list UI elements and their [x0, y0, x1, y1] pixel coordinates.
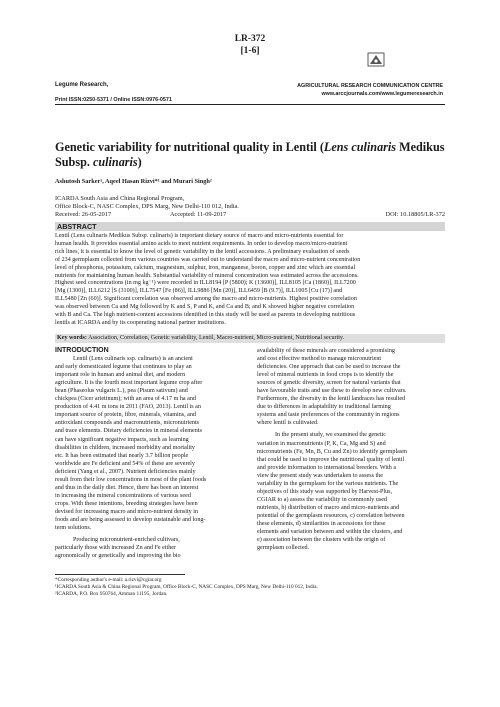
footnote-affiliation-1: ¹ICARDA South Asia & China Regional Program, Office Block-C, NASC Complex, DPS Marg, New Delhi-110 012, India.	[55, 584, 318, 590]
abstract-line: level of phosphorus, potassium, calcium, magnesium, sulphur, iron, manganese, boron, copper and zinc which are essential	[55, 264, 356, 271]
body-text-line: micronutrients (Fe, Mn, B, Cu and Zn) to identify germplasm	[257, 448, 407, 455]
body-text-line: potential of the germplasm resources, c) correlation between	[257, 512, 405, 519]
publisher-name: AGRICULTURAL RESEARCH COMMUNICATION CENTRE	[297, 83, 443, 89]
body-text-line: bean (Phaseolus vulgaris L.), pea (Pisum sativum) and	[55, 388, 188, 395]
body-text-line: particularly those with increased Zn and Fe either	[55, 545, 176, 552]
affiliation-line-2: Office Block-C, NASC Complex, DPS Marg, New Delhi-110 012, India.	[55, 203, 239, 210]
intro-left-lines	[55, 355, 238, 560]
body-text-line: deficiencies. One approach that can be used to increase the	[257, 364, 401, 371]
body-text-line: and trace elements. Dietary deficiencies in mineral elements	[55, 428, 202, 435]
received-date: Received: 26-05-2017	[55, 211, 112, 218]
body-text-line: in increasing the mineral concentrations of various seed	[55, 492, 191, 499]
abstract-line: nutrients for maintaining human health. Substantial variability of mineral concentration was estimated across the accessions.	[55, 272, 359, 279]
body-text-line: etc. It has been estimated that nearly 3.7 billion people	[55, 452, 189, 459]
body-text-line: agronomically or genetically and improving the bio	[55, 553, 181, 560]
body-text-line: antioxidant compounds and macronutrients, micronutrients	[55, 420, 200, 427]
footnote-corresponding: *Corresponding author's e-mail: a.rizvi@cgiar.org	[55, 577, 162, 583]
intro-right-lines	[257, 347, 445, 552]
body-text-line: result from their low concentrations in most of the plant foods	[55, 476, 207, 483]
body-text-line: Furthermore, the diversity in the lentil landraces has resulted	[257, 396, 406, 403]
journal-name: Legume Research,	[55, 82, 109, 88]
body-text-line: that could be used to improve the nutritional quality of lentil	[257, 456, 405, 463]
page-range: [1-6]	[240, 46, 260, 56]
publisher-websites[interactable]: www.arccjournals.com/www.legumeresearch.in	[321, 91, 443, 97]
body-text-line: In the present study, we examined the genetic	[275, 432, 386, 439]
intro-right-column	[257, 347, 445, 552]
affiliation-line-1: ICARDA South Asia and China Regional Program,	[55, 195, 185, 202]
abstract-heading-bar	[55, 222, 445, 231]
arcc-logo-icon	[367, 52, 385, 67]
abstract-heading: ABSTRACT	[57, 222, 97, 231]
keywords-label: Key words:	[57, 335, 87, 341]
body-text-line: term solutions.	[55, 525, 92, 532]
abstract-line: Lentil (Lens culinaris Medikus Subsp. culinaris) is important dietary source of macro and micro-nutrients essential for	[55, 233, 344, 239]
abstract-line: with B and Ca. The high nutrient-content accessions identified in this study will be used as parents in developing nutritious	[55, 312, 356, 319]
body-text-line: and thus in the daily diet. Hence, there has been an interest	[55, 484, 199, 491]
body-text-line: important source of protein, fibre, minerals, vitamins, and	[55, 412, 196, 419]
body-text-line: deficient (Yang et al., 2007). Nutrient deficiencies mainly	[55, 468, 196, 475]
intro-heading: INTRODUCTION	[55, 347, 109, 354]
accepted-date: Accepted: 11-09-2017	[170, 211, 227, 218]
body-text-line: crops. With these intentions, breeding strategies have been	[55, 500, 198, 507]
article-id: LR-372	[234, 34, 266, 44]
body-text-line: due to differences in adaptability to traditional farming	[257, 404, 391, 411]
body-text-line: agriculture. It is the fourth most important legume crop after	[55, 380, 203, 387]
body-text-line: CGIAR to a) assess the variability in commonly used	[257, 496, 387, 503]
body-text-line: variation in macronutrients (P, K, Ca, Mg and S) and	[257, 440, 386, 447]
body-text-line: view the present study was undertaken to assess the	[257, 472, 383, 479]
body-text-line: sources of genetic diversity, screen for natural variants that	[257, 380, 401, 387]
intro-left-column	[55, 347, 238, 560]
body-text-line: devised for increasing macro and micro-nutrient density in	[55, 508, 198, 515]
body-text-line: e) association between the clusters with the origin of	[257, 537, 386, 544]
issn: Print ISSN:0250-5371 / Online ISSN:0976-0571	[55, 97, 172, 103]
body-text-line: Producing micronutrient-enriched cultivars,	[73, 537, 180, 544]
body-text-line: and cost effective method to manage micronutrient	[257, 356, 382, 363]
body-text-line: these elements, d) similarities in accessions for these	[257, 520, 386, 527]
header-divider	[55, 104, 445, 105]
abstract-line: human health. It provides essential amino acids to meet nutrient requirements. In order to develop macro/micro-nutrient	[55, 240, 348, 247]
body-text-line: elements and variation between and within the clusters, and	[257, 529, 403, 536]
footnotes	[55, 577, 385, 598]
body-text-line: important role in human and animal diet, and modern	[55, 372, 186, 379]
abstract-line: Highest seed concentrations (in mg kg⁻¹) were recorded in ILL8194 [P (5800); K (13600)], ILL8105 [Ca (1860)], ILL7200	[55, 280, 356, 287]
body-text-line: production of 4.41 m tons in 2011 (FAO, 2013). Lentil is an	[55, 404, 201, 411]
abstract-line: rich lines, it is essential to know the level of genetic variability in the lentil accessions. A preliminary evaluation of seeds	[55, 248, 350, 255]
body-text-line: objectives of this study was supported by Harvest-Plus,	[257, 488, 393, 495]
body-text-line: disabilities in children, increased morbidity and mortality	[55, 444, 195, 451]
footnote-rule	[55, 574, 185, 575]
body-text-line: and provide information to international breeders. With a	[257, 464, 397, 471]
body-text-line: foods and are being assessed to develop sustainable and long-	[55, 516, 206, 523]
abstract-line: was observed between Ca and Mg followed by K and S, P and K, and Ca and B; and K showed higher negative correlation	[55, 304, 355, 311]
doi[interactable]: DOI: 10.18805/LR-372	[385, 211, 445, 218]
body-text-line: Lentil (Lens culinaris ssp. culinaris) is an ancient	[73, 356, 193, 363]
body-text-line: have favourable traits and use these to develop new cultivars.	[257, 388, 407, 395]
author-list: Ashutosh Sarker¹, Aqeel Hasan Rizvi*¹ and Murari Singh²	[55, 178, 212, 185]
keywords-text: Association, Correlation, Genetic variability, Lentil, Macro-nutrient, Micro-nutrient, Nutritional security.	[86, 335, 345, 341]
body-text-line: where lentil is cultivated.	[257, 420, 319, 427]
body-text-line: level of mineral nutrients in food crops is to identify the	[257, 372, 394, 379]
paper-title: Genetic variability for nutritional quality in Lentil (Lens culinaris Medikus Subsp. culinaris)	[55, 140, 445, 169]
body-text-line: variability in the germplasm for the various nutrients. The	[257, 480, 399, 487]
abstract-body	[55, 233, 445, 328]
body-text-line: germplasm collected.	[257, 545, 310, 552]
body-text-line: availability of these minerals are considered a promising	[257, 348, 395, 354]
footnote-affiliation-2: ²ICARDA, P.O. Box 950764, Amman 11195, Jordan.	[55, 591, 168, 597]
keywords-bar	[55, 334, 445, 343]
body-text-line: nutrients, b) distribution of macro and micro-nutrients and	[257, 504, 400, 511]
abstract-line: lentils at ICARDA and by its cooperating national partner institutions.	[55, 319, 226, 326]
abstract-line: ILL5480 [Zn (60)]. Significant correlation was observed among the macro and micro-nutrients. Highest positive correlation	[55, 296, 357, 303]
abstract-line: of 234 germplasm collected from various countries was carried out to understand the macro and micro-nutrient concentration	[55, 256, 361, 263]
body-text-line: and early domesticated legume that continues to play an	[55, 364, 192, 371]
body-text-line: systems and taste preferences of the community in regions	[257, 412, 400, 419]
body-text-line: chickpea (Cicer arietinum); with an area of 4.17 m ha and	[55, 396, 196, 403]
abstract-line: [Mg (1300)], ILL6212 [S (3100)], ILL7547 [Fe (86)], ILL9886 [Mn (20)], ILL6459 [B (9.7)], ILL1005 [Cu (17)] and	[55, 288, 343, 295]
body-text-line: worldwide are Fe deficient and 54% of these are severely	[55, 460, 195, 467]
body-text-line: can have significant negative impacts, such as learning	[55, 436, 189, 443]
